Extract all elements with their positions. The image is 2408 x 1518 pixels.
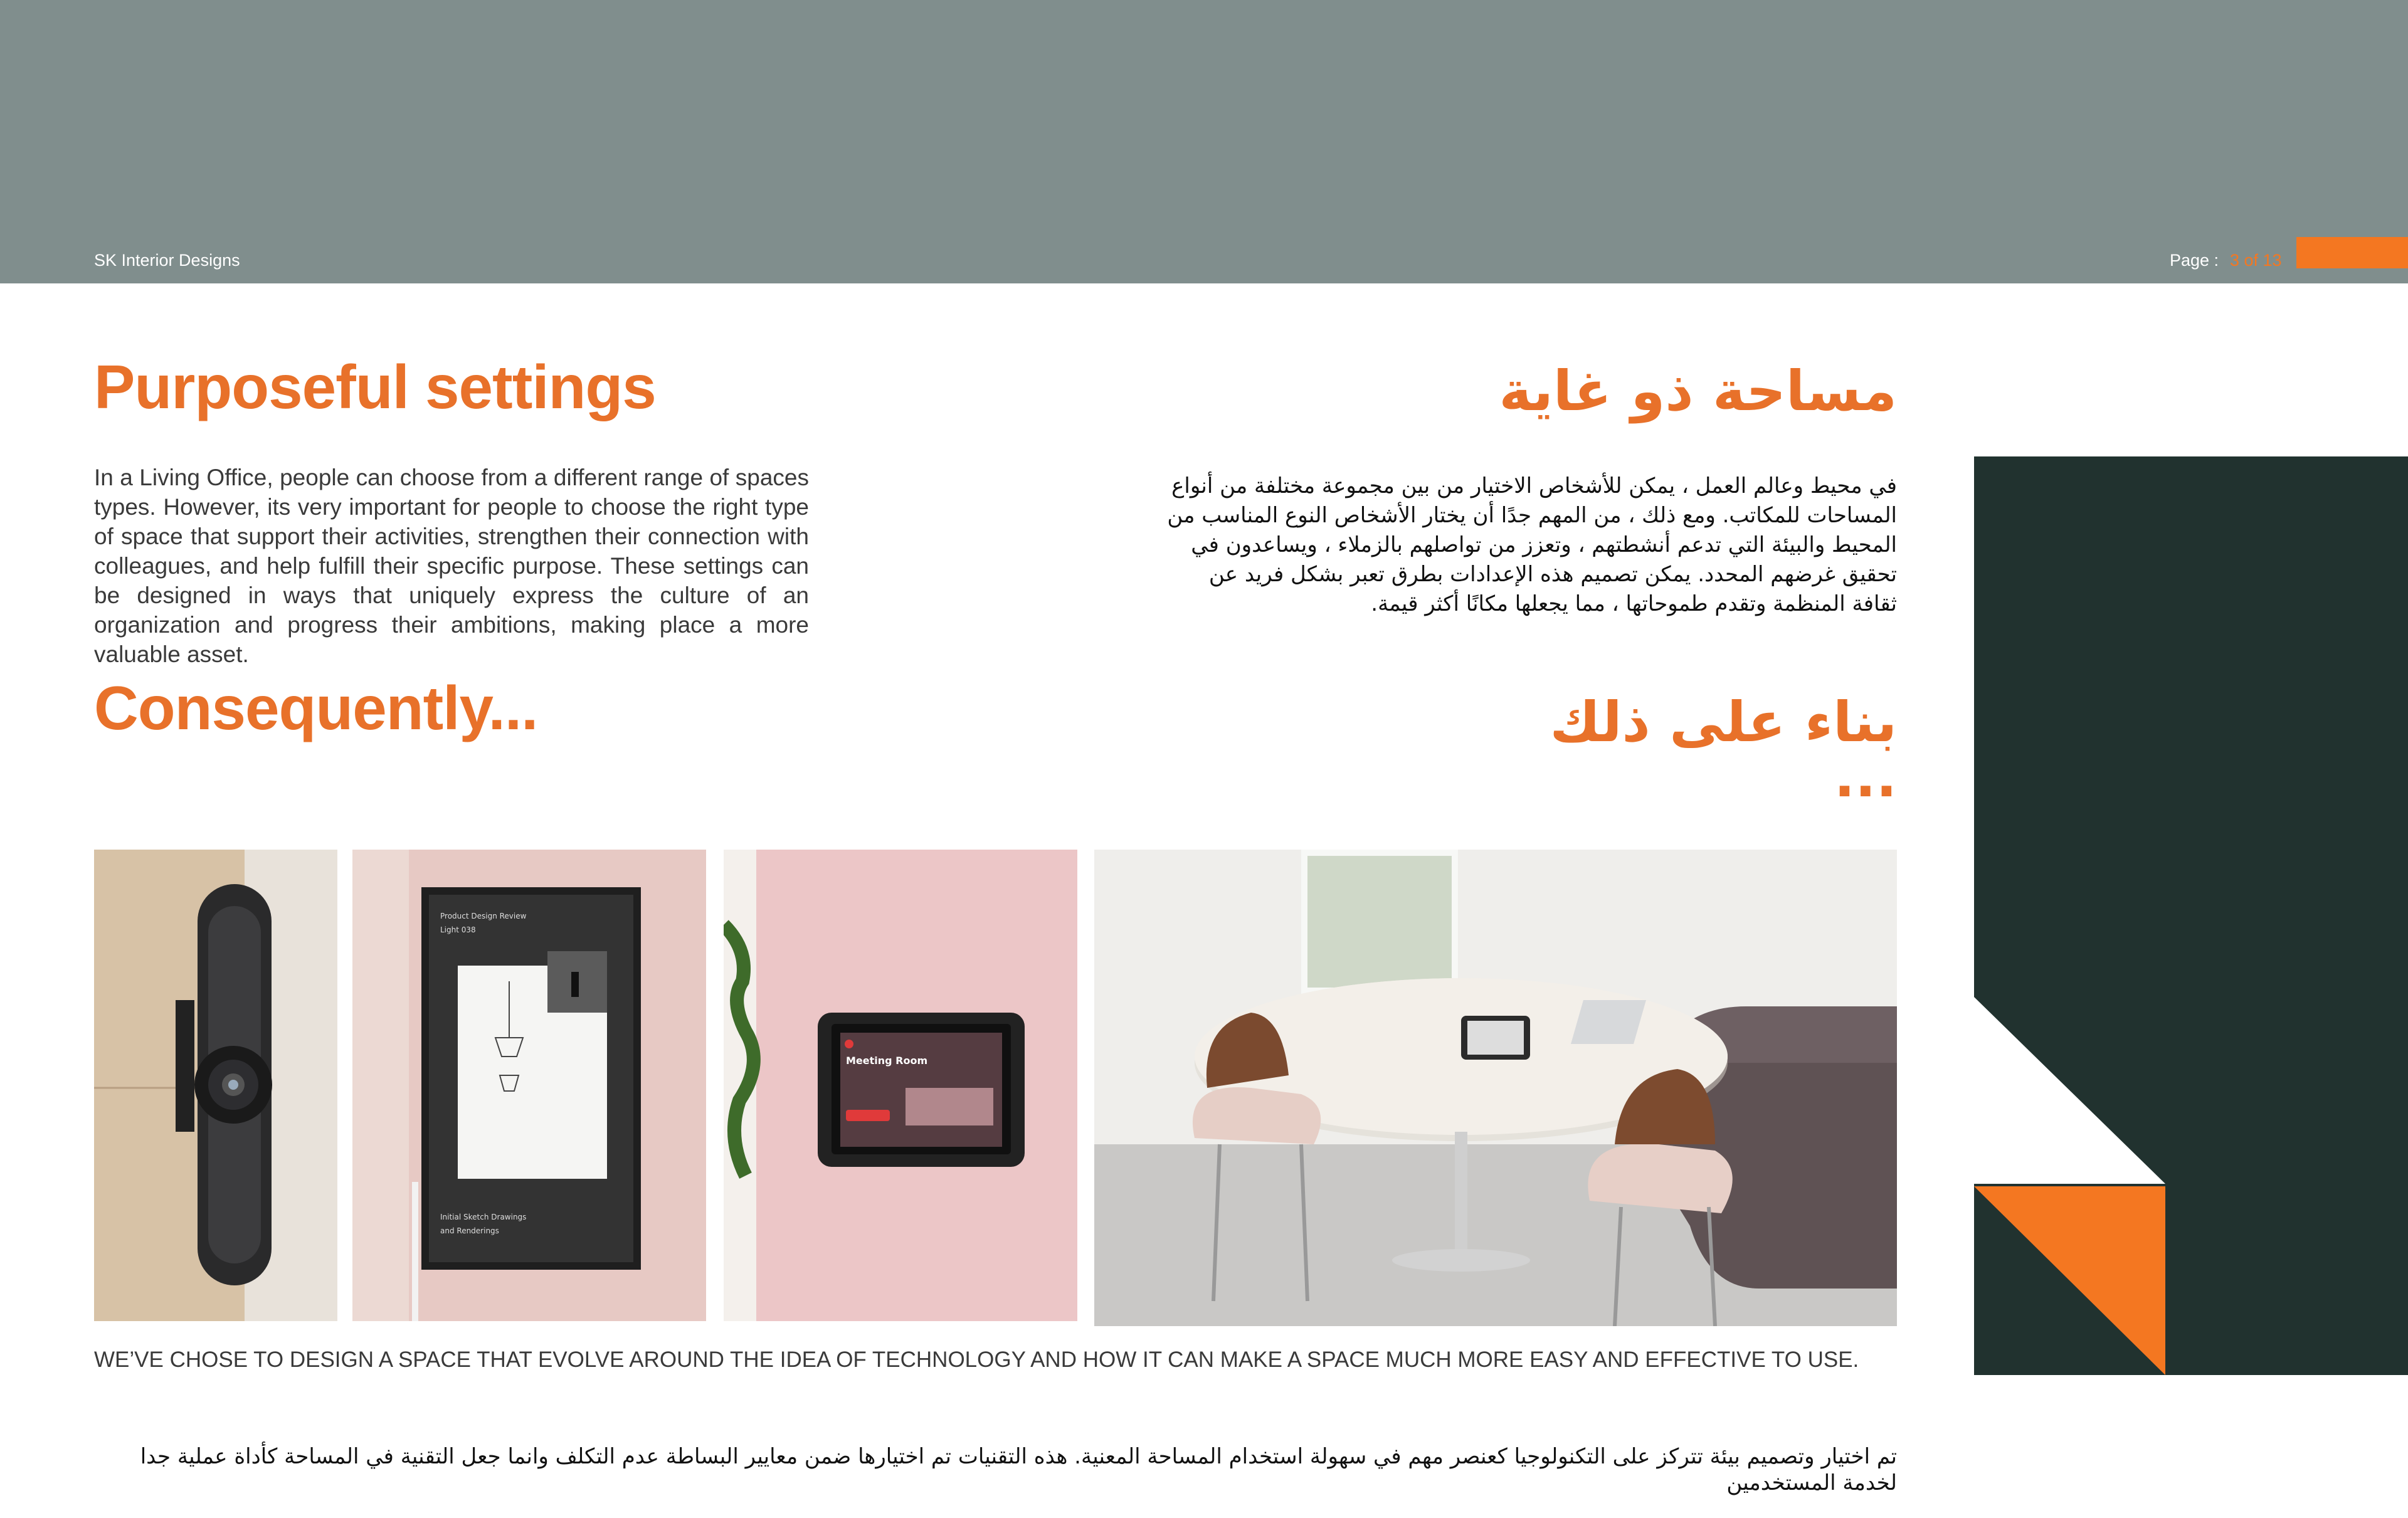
title-arabic-consequently: بناء على ذلك ...: [1550, 690, 1897, 809]
conference-camera-photo: [94, 850, 337, 1321]
caption-arabic: تم اختيار وتصميم بيئة تتركز على التكنولوجيا كعنصر مهم في سهولة استخدام المساحة المعنية. هذه التقنيات تم اختيارها ضمن معايير البساطة عدم التكلف وانما جعل التقنية في المساحة كأداة عملية جدا لخدمة المستخدمين: [140, 1444, 1897, 1495]
page-label: Page :: [2170, 251, 2219, 270]
intro-paragraph-en: In a Living Office, people can choose from a different range of spaces types. However, its very important for people to choose the right type of space that support their activities, strengthen their connection with colleagues, and help fulfill their specific purpose. These settings can be designed in ways that uniquely express the culture of an organization and progress their ambitions, making place a more valuable asset.: [94, 465, 809, 667]
brand-name: SK Interior Designs: [94, 251, 240, 270]
title-consequently: Consequently...: [94, 673, 538, 742]
title-arabic-purposeful: مساحة ذو غاية: [1499, 359, 1897, 423]
meeting-room-photo: [1094, 850, 1897, 1326]
display-note-1: Product Design Review: [440, 912, 527, 920]
display-note-2: Light 038: [440, 925, 476, 934]
digital-display-photo: [352, 850, 706, 1321]
title-purposeful-settings: Purposeful settings: [94, 352, 656, 421]
header-accent-tab: [2296, 237, 2408, 268]
page-number: 3 of 13: [2230, 251, 2282, 270]
display-note-3: Initial Sketch Drawings: [440, 1213, 527, 1221]
header-bar: [0, 0, 2408, 283]
tablet-title: Meeting Room: [846, 1055, 928, 1067]
caption-english: WE’VE CHOSE TO DESIGN A SPACE THAT EVOLVE AROUND THE IDEA OF TECHNOLOGY AND HOW IT CAN MAKE A SPACE MUCH MORE EASY AND EFFECTIVE TO USE.: [94, 1347, 1859, 1372]
intro-paragraph-ar: في محيط وعالم العمل ، يمكن للأشخاص الاختيار من بين مجموعة مختلفة من أنواع المساحات للمكاتب. ومع ذلك ، من المهم جدًا أن يختار الأشخاص النوع المناسب من المحيط والبيئة التي تدعم أنشطتهم ، وتعزز من تواصلهم بالزملاء ، ويساعدون في تحقيق غرضهم المحدد. يمكن تصميم هذه الإعدادات بطرق تعبر بشكل فريد عن ثقافة المنظمة وتقدم طموحاتها ، مما يجعلها مكانًا أكثر قيمة.: [1167, 473, 1897, 616]
decorative-geometric-panel: [1974, 456, 2408, 1375]
wall-tablet-photo: [724, 850, 1077, 1321]
display-note-4: and Renderings: [440, 1226, 499, 1235]
